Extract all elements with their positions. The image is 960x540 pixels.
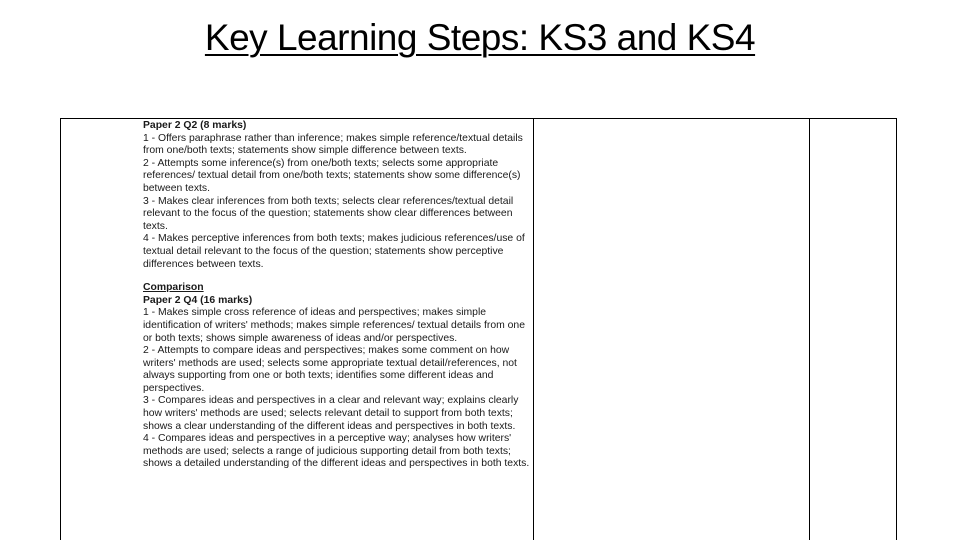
inference-level-4: 4 - Makes perceptive inferences from both texts; makes judicious references/use of textual detail relevant to the focus of the question; statements show perceptive differences between texts. xyxy=(143,233,525,270)
comparison-level-1: 1 - Makes simple cross reference of ideas and perspectives; makes simple identification of writers' methods; makes simple references/ textual details from one or both texts; shows simple awareness of ideas and/or perspectives. xyxy=(143,307,525,344)
inference-heading: Paper 2 Q2 (8 marks) xyxy=(143,120,247,131)
comparison-level-3: 3 - Compares ideas and perspectives in a clear and relevant way; explains clearly how writers' methods are used; selects relevant detail to support from both texts; shows a clear understanding of the different ideas and perspectives in both texts. xyxy=(143,395,519,432)
column-divider xyxy=(809,119,810,540)
slide-title: Key Learning Steps: KS3 and KS4 xyxy=(204,17,756,58)
assessment-table xyxy=(60,118,897,540)
comparison-heading: Paper 2 Q4 (16 marks) xyxy=(143,294,253,306)
comparison-title: Comparison xyxy=(143,282,204,294)
inference-level-2: 2 - Attempts some inference(s) from one/both texts; selects some appropriate references/ textual detail from one/both texts; statements show some difference(s) between texts. xyxy=(143,157,521,194)
comparison-level-4: 4 - Compares ideas and perspectives in a perceptive way; analyses how writers' methods are used; selects a range of judicious supporting detail from both texts; shows a detailed understanding of the different ideas and perspectives in both texts. xyxy=(143,433,530,470)
criteria-cell xyxy=(143,120,533,471)
column-divider xyxy=(533,119,534,540)
comparison-level-2: 2 - Attempts to compare ideas and perspectives; makes some comment on how writers' methods are used; selects some appropriate textual detail/references, not always supporting from one or both texts; identifies some different ideas and perspectives. xyxy=(143,345,517,394)
inference-level-3: 3 - Makes clear inferences from both texts; selects clear references/textual detail relevant to the focus of the question; statements show clear differences between texts. xyxy=(143,195,514,232)
inference-level-1: 1 - Offers paraphrase rather than inference; makes simple reference/textual details from one/both texts; statements show simple difference between texts. xyxy=(143,132,523,157)
